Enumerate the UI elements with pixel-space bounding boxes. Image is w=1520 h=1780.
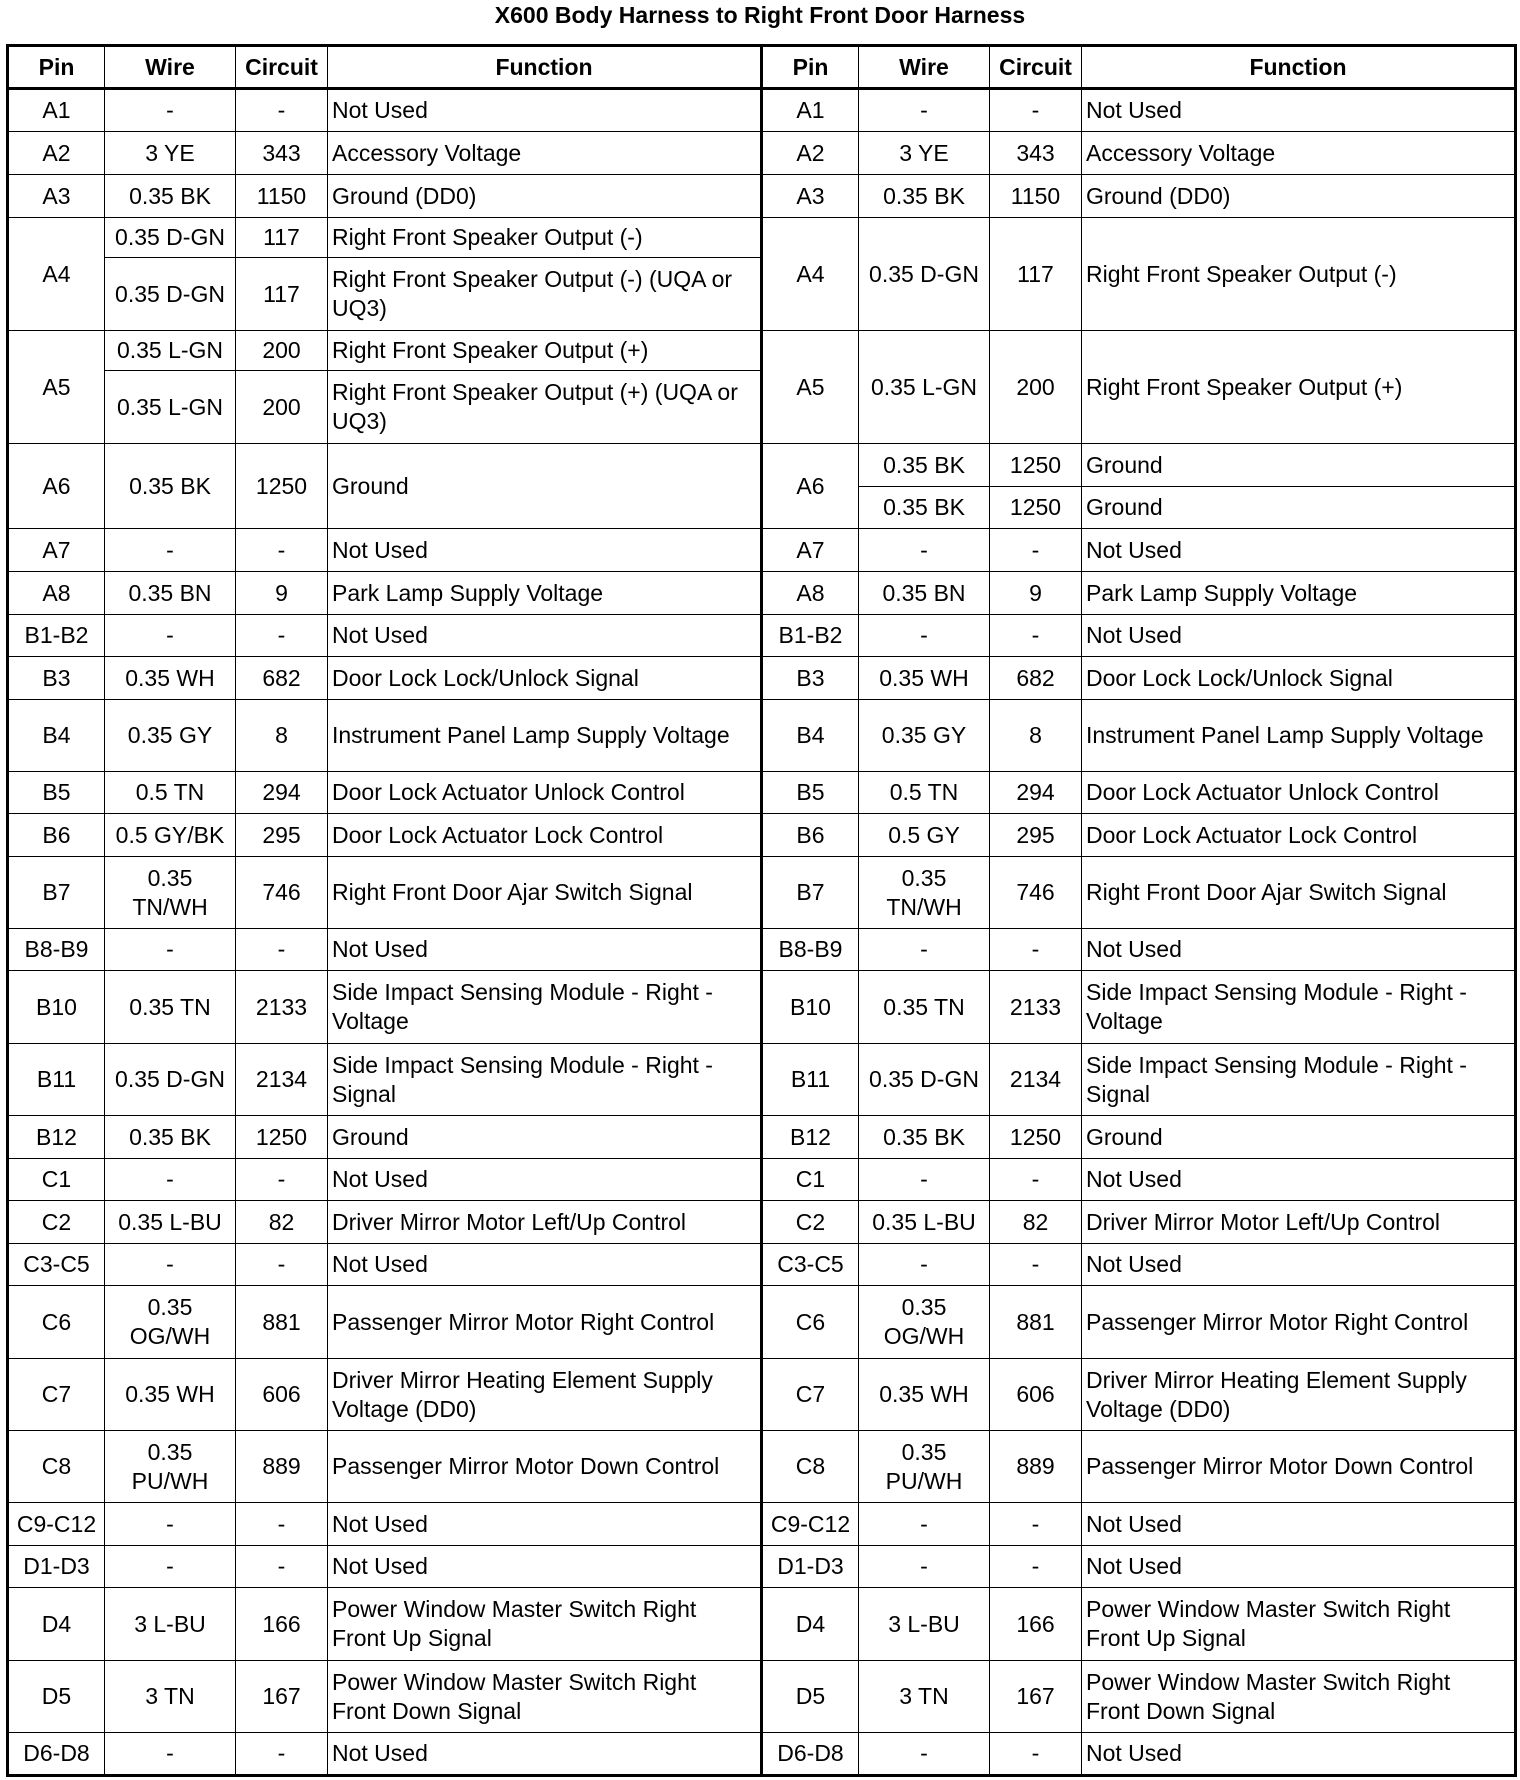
column-header: Circuit	[990, 46, 1082, 89]
circuit-cell: 200	[236, 371, 328, 444]
pin-cell: C6	[762, 1286, 859, 1359]
function-cell: Ground	[328, 444, 762, 529]
wire-cell: 0.35 BK	[105, 444, 236, 529]
function-cell: Not Used	[328, 1503, 762, 1546]
pin-cell: A6	[762, 444, 859, 529]
table-row	[8, 857, 1516, 929]
pin-cell: C9-C12	[762, 1503, 859, 1546]
wire-cell: 0.35 BN	[859, 572, 990, 615]
circuit-cell: 746	[236, 857, 328, 929]
pin-cell: A8	[762, 572, 859, 615]
pin-cell: B6	[762, 814, 859, 857]
circuit-cell: 2134	[990, 1044, 1082, 1116]
column-header: Wire	[859, 46, 990, 89]
pin-cell: B3	[762, 657, 859, 700]
function-cell: Right Front Speaker Output (-)	[1082, 218, 1516, 331]
function-cell: Passenger Mirror Motor Down Control	[1082, 1431, 1516, 1503]
wire-cell: -	[859, 1546, 990, 1588]
pin-cell: B1-B2	[762, 615, 859, 657]
pin-cell: B6	[8, 814, 105, 857]
pin-cell: D1-D3	[762, 1546, 859, 1588]
circuit-cell: 682	[236, 657, 328, 700]
wire-cell: 0.35 BK	[859, 1116, 990, 1159]
circuit-cell: 200	[990, 331, 1082, 444]
circuit-cell: 2133	[990, 971, 1082, 1044]
table-row	[8, 929, 1516, 971]
wire-cell: 0.35 GY	[105, 700, 236, 772]
circuit-cell: 1150	[990, 175, 1082, 218]
pin-cell: B12	[762, 1116, 859, 1159]
wire-cell: 0.35 D-GN	[105, 1044, 236, 1116]
circuit-cell: -	[236, 1546, 328, 1588]
wire-cell: 0.35 WH	[105, 1359, 236, 1431]
wire-cell: 3 L-BU	[105, 1588, 236, 1661]
table-row	[8, 331, 1516, 371]
pin-cell: A8	[8, 572, 105, 615]
wire-cell: 0.35 D-GN	[105, 218, 236, 258]
column-header: Pin	[762, 46, 859, 89]
circuit-cell: 82	[990, 1201, 1082, 1244]
function-cell: Power Window Master Switch Right Front Down Signal	[328, 1661, 762, 1733]
circuit-cell: 746	[990, 857, 1082, 929]
pin-cell: C6	[8, 1286, 105, 1359]
function-cell: Not Used	[1082, 1733, 1516, 1776]
pin-cell: C2	[8, 1201, 105, 1244]
pin-cell: A5	[762, 331, 859, 444]
pin-cell: D6-D8	[8, 1733, 105, 1776]
column-header: Function	[1082, 46, 1516, 89]
circuit-cell: -	[990, 1503, 1082, 1546]
table-row	[8, 1244, 1516, 1286]
function-cell: Passenger Mirror Motor Right Control	[328, 1286, 762, 1359]
circuit-cell: 167	[990, 1661, 1082, 1733]
circuit-cell: -	[990, 1546, 1082, 1588]
wire-cell: 0.35 TN/WH	[859, 857, 990, 929]
table-row	[8, 1359, 1516, 1431]
pin-cell: D5	[762, 1661, 859, 1733]
pin-cell: C8	[762, 1431, 859, 1503]
wire-cell: -	[105, 1546, 236, 1588]
connector-pinout-table	[6, 44, 1517, 1777]
pin-cell: C3-C5	[762, 1244, 859, 1286]
circuit-cell: -	[236, 1244, 328, 1286]
pin-cell: C7	[8, 1359, 105, 1431]
function-cell: Ground	[1082, 1116, 1516, 1159]
function-cell: Side Impact Sensing Module - Right - Signal	[1082, 1044, 1516, 1116]
wire-cell: -	[859, 615, 990, 657]
function-cell: Ground	[1082, 487, 1516, 529]
table-row	[8, 89, 1516, 132]
table-row	[8, 615, 1516, 657]
table-row	[8, 218, 1516, 258]
wire-cell: 0.35 TN/WH	[105, 857, 236, 929]
circuit-cell: 166	[990, 1588, 1082, 1661]
function-cell: Not Used	[1082, 615, 1516, 657]
function-cell: Driver Mirror Heating Element Supply Voltage (DD0)	[328, 1359, 762, 1431]
table-row	[8, 1286, 1516, 1359]
pin-cell: C7	[762, 1359, 859, 1431]
circuit-cell: 1250	[236, 444, 328, 529]
circuit-cell: -	[990, 1244, 1082, 1286]
function-cell: Not Used	[328, 89, 762, 132]
table-row	[8, 814, 1516, 857]
circuit-cell: 343	[236, 132, 328, 175]
circuit-cell: 200	[236, 331, 328, 371]
wire-cell: 0.5 TN	[105, 772, 236, 814]
function-cell: Instrument Panel Lamp Supply Voltage	[328, 700, 762, 772]
circuit-cell: -	[236, 1159, 328, 1201]
pin-cell: D6-D8	[762, 1733, 859, 1776]
circuit-cell: 117	[236, 218, 328, 258]
wire-cell: -	[105, 615, 236, 657]
function-cell: Ground (DD0)	[1082, 175, 1516, 218]
circuit-cell: -	[990, 1159, 1082, 1201]
table-row	[8, 1733, 1516, 1776]
circuit-cell: 167	[236, 1661, 328, 1733]
circuit-cell: 9	[236, 572, 328, 615]
pin-cell: A2	[762, 132, 859, 175]
function-cell: Driver Mirror Motor Left/Up Control	[1082, 1201, 1516, 1244]
function-cell: Right Front Speaker Output (+) (UQA or UQ3)	[328, 371, 762, 444]
table-row	[8, 1431, 1516, 1503]
table-row	[8, 971, 1516, 1044]
function-cell: Door Lock Actuator Lock Control	[328, 814, 762, 857]
table-row	[8, 175, 1516, 218]
circuit-cell: 889	[236, 1431, 328, 1503]
function-cell: Power Window Master Switch Right Front Up Signal	[1082, 1588, 1516, 1661]
wire-cell: 0.35 L-BU	[859, 1201, 990, 1244]
table-row	[8, 132, 1516, 175]
function-cell: Not Used	[1082, 529, 1516, 572]
wire-cell: 0.35 D-GN	[859, 218, 990, 331]
pin-cell: A4	[8, 218, 105, 331]
pin-cell: C3-C5	[8, 1244, 105, 1286]
circuit-cell: 295	[990, 814, 1082, 857]
function-cell: Right Front Door Ajar Switch Signal	[1082, 857, 1516, 929]
wire-cell: 0.35 WH	[859, 1359, 990, 1431]
circuit-cell: 606	[990, 1359, 1082, 1431]
pin-cell: C9-C12	[8, 1503, 105, 1546]
function-cell: Park Lamp Supply Voltage	[1082, 572, 1516, 615]
circuit-cell: 9	[990, 572, 1082, 615]
wire-cell: 3 TN	[859, 1661, 990, 1733]
table-row	[8, 1201, 1516, 1244]
wire-cell: 0.35 L-GN	[105, 371, 236, 444]
circuit-cell: 1250	[990, 1116, 1082, 1159]
column-header: Pin	[8, 46, 105, 89]
function-cell: Not Used	[328, 1546, 762, 1588]
circuit-cell: 294	[236, 772, 328, 814]
circuit-cell: 1150	[236, 175, 328, 218]
pin-cell: B4	[8, 700, 105, 772]
function-cell: Not Used	[1082, 1159, 1516, 1201]
function-cell: Side Impact Sensing Module - Right - Voltage	[1082, 971, 1516, 1044]
wire-cell: -	[105, 1159, 236, 1201]
wire-cell: 0.35 BK	[859, 444, 990, 487]
wire-cell: 3 YE	[105, 132, 236, 175]
wire-cell: 0.35 PU/WH	[105, 1431, 236, 1503]
function-cell: Door Lock Actuator Unlock Control	[1082, 772, 1516, 814]
circuit-cell: 2134	[236, 1044, 328, 1116]
pin-cell: A2	[8, 132, 105, 175]
wire-cell: -	[859, 1503, 990, 1546]
table-row	[8, 1588, 1516, 1661]
circuit-cell: 295	[236, 814, 328, 857]
function-cell: Not Used	[1082, 89, 1516, 132]
table-row	[8, 572, 1516, 615]
circuit-cell: 8	[990, 700, 1082, 772]
pin-cell: A4	[762, 218, 859, 331]
table-row	[8, 1503, 1516, 1546]
circuit-cell: -	[236, 529, 328, 572]
circuit-cell: 117	[990, 218, 1082, 331]
function-cell: Passenger Mirror Motor Right Control	[1082, 1286, 1516, 1359]
function-cell: Right Front Speaker Output (+)	[328, 331, 762, 371]
circuit-cell: 82	[236, 1201, 328, 1244]
circuit-cell: 682	[990, 657, 1082, 700]
function-cell: Accessory Voltage	[328, 132, 762, 175]
wire-cell: 0.35 D-GN	[859, 1044, 990, 1116]
pin-cell: D1-D3	[8, 1546, 105, 1588]
pin-cell: C2	[762, 1201, 859, 1244]
circuit-cell: 881	[236, 1286, 328, 1359]
pin-cell: B1-B2	[8, 615, 105, 657]
wire-cell: -	[105, 529, 236, 572]
function-cell: Door Lock Actuator Lock Control	[1082, 814, 1516, 857]
pin-cell: D4	[762, 1588, 859, 1661]
function-cell: Right Front Speaker Output (+)	[1082, 331, 1516, 444]
wire-cell: 0.35 L-GN	[105, 331, 236, 371]
pin-cell: B5	[762, 772, 859, 814]
pin-cell: B7	[762, 857, 859, 929]
circuit-cell: 881	[990, 1286, 1082, 1359]
pin-cell: A6	[8, 444, 105, 529]
circuit-cell: 294	[990, 772, 1082, 814]
pin-cell: B8-B9	[762, 929, 859, 971]
wire-cell: -	[859, 529, 990, 572]
wire-cell: -	[859, 89, 990, 132]
function-cell: Driver Mirror Motor Left/Up Control	[328, 1201, 762, 1244]
function-cell: Not Used	[328, 1159, 762, 1201]
function-cell: Accessory Voltage	[1082, 132, 1516, 175]
pin-cell: A5	[8, 331, 105, 444]
function-cell: Not Used	[328, 929, 762, 971]
circuit-cell: -	[236, 89, 328, 132]
function-cell: Right Front Speaker Output (-)	[328, 218, 762, 258]
circuit-cell: -	[236, 1733, 328, 1776]
pin-cell: A7	[8, 529, 105, 572]
pin-cell: B4	[762, 700, 859, 772]
function-cell: Not Used	[1082, 1503, 1516, 1546]
wire-cell: 0.5 TN	[859, 772, 990, 814]
function-cell: Not Used	[1082, 1244, 1516, 1286]
function-cell: Park Lamp Supply Voltage	[328, 572, 762, 615]
column-header: Function	[328, 46, 762, 89]
wire-cell: -	[105, 1244, 236, 1286]
wire-cell: 0.35 L-GN	[859, 331, 990, 444]
wire-cell: 0.35 TN	[105, 971, 236, 1044]
wire-cell: 0.35 WH	[859, 657, 990, 700]
column-header: Wire	[105, 46, 236, 89]
pin-cell: A7	[762, 529, 859, 572]
table-row	[8, 772, 1516, 814]
function-cell: Right Front Door Ajar Switch Signal	[328, 857, 762, 929]
wire-cell: 0.35 WH	[105, 657, 236, 700]
function-cell: Side Impact Sensing Module - Right - Signal	[328, 1044, 762, 1116]
circuit-cell: -	[990, 615, 1082, 657]
wire-cell: 0.35 BN	[105, 572, 236, 615]
circuit-cell: 606	[236, 1359, 328, 1431]
wire-cell: 0.35 BK	[105, 1116, 236, 1159]
function-cell: Not Used	[1082, 1546, 1516, 1588]
table-row	[8, 1546, 1516, 1588]
wire-cell: 0.35 L-BU	[105, 1201, 236, 1244]
circuit-cell: 1250	[990, 444, 1082, 487]
wire-cell: -	[859, 1159, 990, 1201]
pin-cell: C1	[8, 1159, 105, 1201]
function-cell: Not Used	[328, 1733, 762, 1776]
wire-cell: 0.35 BK	[105, 175, 236, 218]
circuit-cell: 1250	[236, 1116, 328, 1159]
pin-cell: A1	[8, 89, 105, 132]
table-row	[8, 1661, 1516, 1733]
wire-cell: 0.35 BK	[859, 487, 990, 529]
wire-cell: 3 TN	[105, 1661, 236, 1733]
circuit-cell: -	[236, 1503, 328, 1546]
circuit-cell: 1250	[990, 487, 1082, 529]
pin-cell: D5	[8, 1661, 105, 1733]
page-title: X600 Body Harness to Right Front Door Harness	[494, 2, 1026, 28]
circuit-cell: 2133	[236, 971, 328, 1044]
table-row	[8, 700, 1516, 772]
wire-cell: 0.5 GY	[859, 814, 990, 857]
circuit-cell: 117	[236, 258, 328, 331]
function-cell: Ground	[328, 1116, 762, 1159]
function-cell: Door Lock Lock/Unlock Signal	[328, 657, 762, 700]
wire-cell: 0.35 BK	[859, 175, 990, 218]
wire-cell: 0.35 D-GN	[105, 258, 236, 331]
table-row	[8, 1044, 1516, 1116]
function-cell: Instrument Panel Lamp Supply Voltage	[1082, 700, 1516, 772]
pin-cell: D4	[8, 1588, 105, 1661]
circuit-cell: -	[990, 89, 1082, 132]
circuit-cell: 889	[990, 1431, 1082, 1503]
function-cell: Not Used	[328, 615, 762, 657]
wire-cell: 0.5 GY/BK	[105, 814, 236, 857]
circuit-cell: -	[990, 529, 1082, 572]
function-cell: Not Used	[1082, 929, 1516, 971]
wire-cell: 0.35 OG/WH	[105, 1286, 236, 1359]
pin-cell: A1	[762, 89, 859, 132]
function-cell: Driver Mirror Heating Element Supply Voltage (DD0)	[1082, 1359, 1516, 1431]
circuit-cell: -	[236, 615, 328, 657]
wire-cell: 0.35 TN	[859, 971, 990, 1044]
wire-cell: -	[859, 1244, 990, 1286]
pin-cell: A3	[8, 175, 105, 218]
wire-cell: -	[859, 929, 990, 971]
pin-cell: C1	[762, 1159, 859, 1201]
pin-cell: B11	[762, 1044, 859, 1116]
wire-cell: -	[105, 929, 236, 971]
pin-cell: B3	[8, 657, 105, 700]
function-cell: Not Used	[328, 529, 762, 572]
function-cell: Power Window Master Switch Right Front Down Signal	[1082, 1661, 1516, 1733]
wire-cell: -	[105, 1733, 236, 1776]
function-cell: Door Lock Lock/Unlock Signal	[1082, 657, 1516, 700]
table-row	[8, 1116, 1516, 1159]
table-row	[8, 529, 1516, 572]
table-row	[8, 1159, 1516, 1201]
pin-cell: B12	[8, 1116, 105, 1159]
pin-cell: B10	[8, 971, 105, 1044]
wire-cell: -	[859, 1733, 990, 1776]
pin-cell: C8	[8, 1431, 105, 1503]
function-cell: Power Window Master Switch Right Front Up Signal	[328, 1588, 762, 1661]
pin-cell: B11	[8, 1044, 105, 1116]
wire-cell: 0.35 OG/WH	[859, 1286, 990, 1359]
wire-cell: -	[105, 1503, 236, 1546]
pin-cell: B7	[8, 857, 105, 929]
table-body	[8, 89, 1516, 1776]
circuit-cell: 8	[236, 700, 328, 772]
circuit-cell: -	[990, 929, 1082, 971]
table-row	[8, 444, 1516, 487]
function-cell: Ground	[1082, 444, 1516, 487]
function-cell: Ground (DD0)	[328, 175, 762, 218]
pin-cell: A3	[762, 175, 859, 218]
pin-cell: B8-B9	[8, 929, 105, 971]
wire-cell: 0.35 PU/WH	[859, 1431, 990, 1503]
column-header: Circuit	[236, 46, 328, 89]
circuit-cell: -	[990, 1733, 1082, 1776]
pin-cell: B5	[8, 772, 105, 814]
circuit-cell: 343	[990, 132, 1082, 175]
function-cell: Door Lock Actuator Unlock Control	[328, 772, 762, 814]
function-cell: Side Impact Sensing Module - Right - Voltage	[328, 971, 762, 1044]
wire-cell: 0.35 GY	[859, 700, 990, 772]
function-cell: Not Used	[328, 1244, 762, 1286]
function-cell: Passenger Mirror Motor Down Control	[328, 1431, 762, 1503]
pin-cell: B10	[762, 971, 859, 1044]
function-cell: Right Front Speaker Output (-) (UQA or UQ3)	[328, 258, 762, 331]
header-row	[8, 46, 1516, 89]
circuit-cell: 166	[236, 1588, 328, 1661]
table-row	[8, 657, 1516, 700]
wire-cell: 3 L-BU	[859, 1588, 990, 1661]
circuit-cell: -	[236, 929, 328, 971]
wire-cell: 3 YE	[859, 132, 990, 175]
wire-cell: -	[105, 89, 236, 132]
